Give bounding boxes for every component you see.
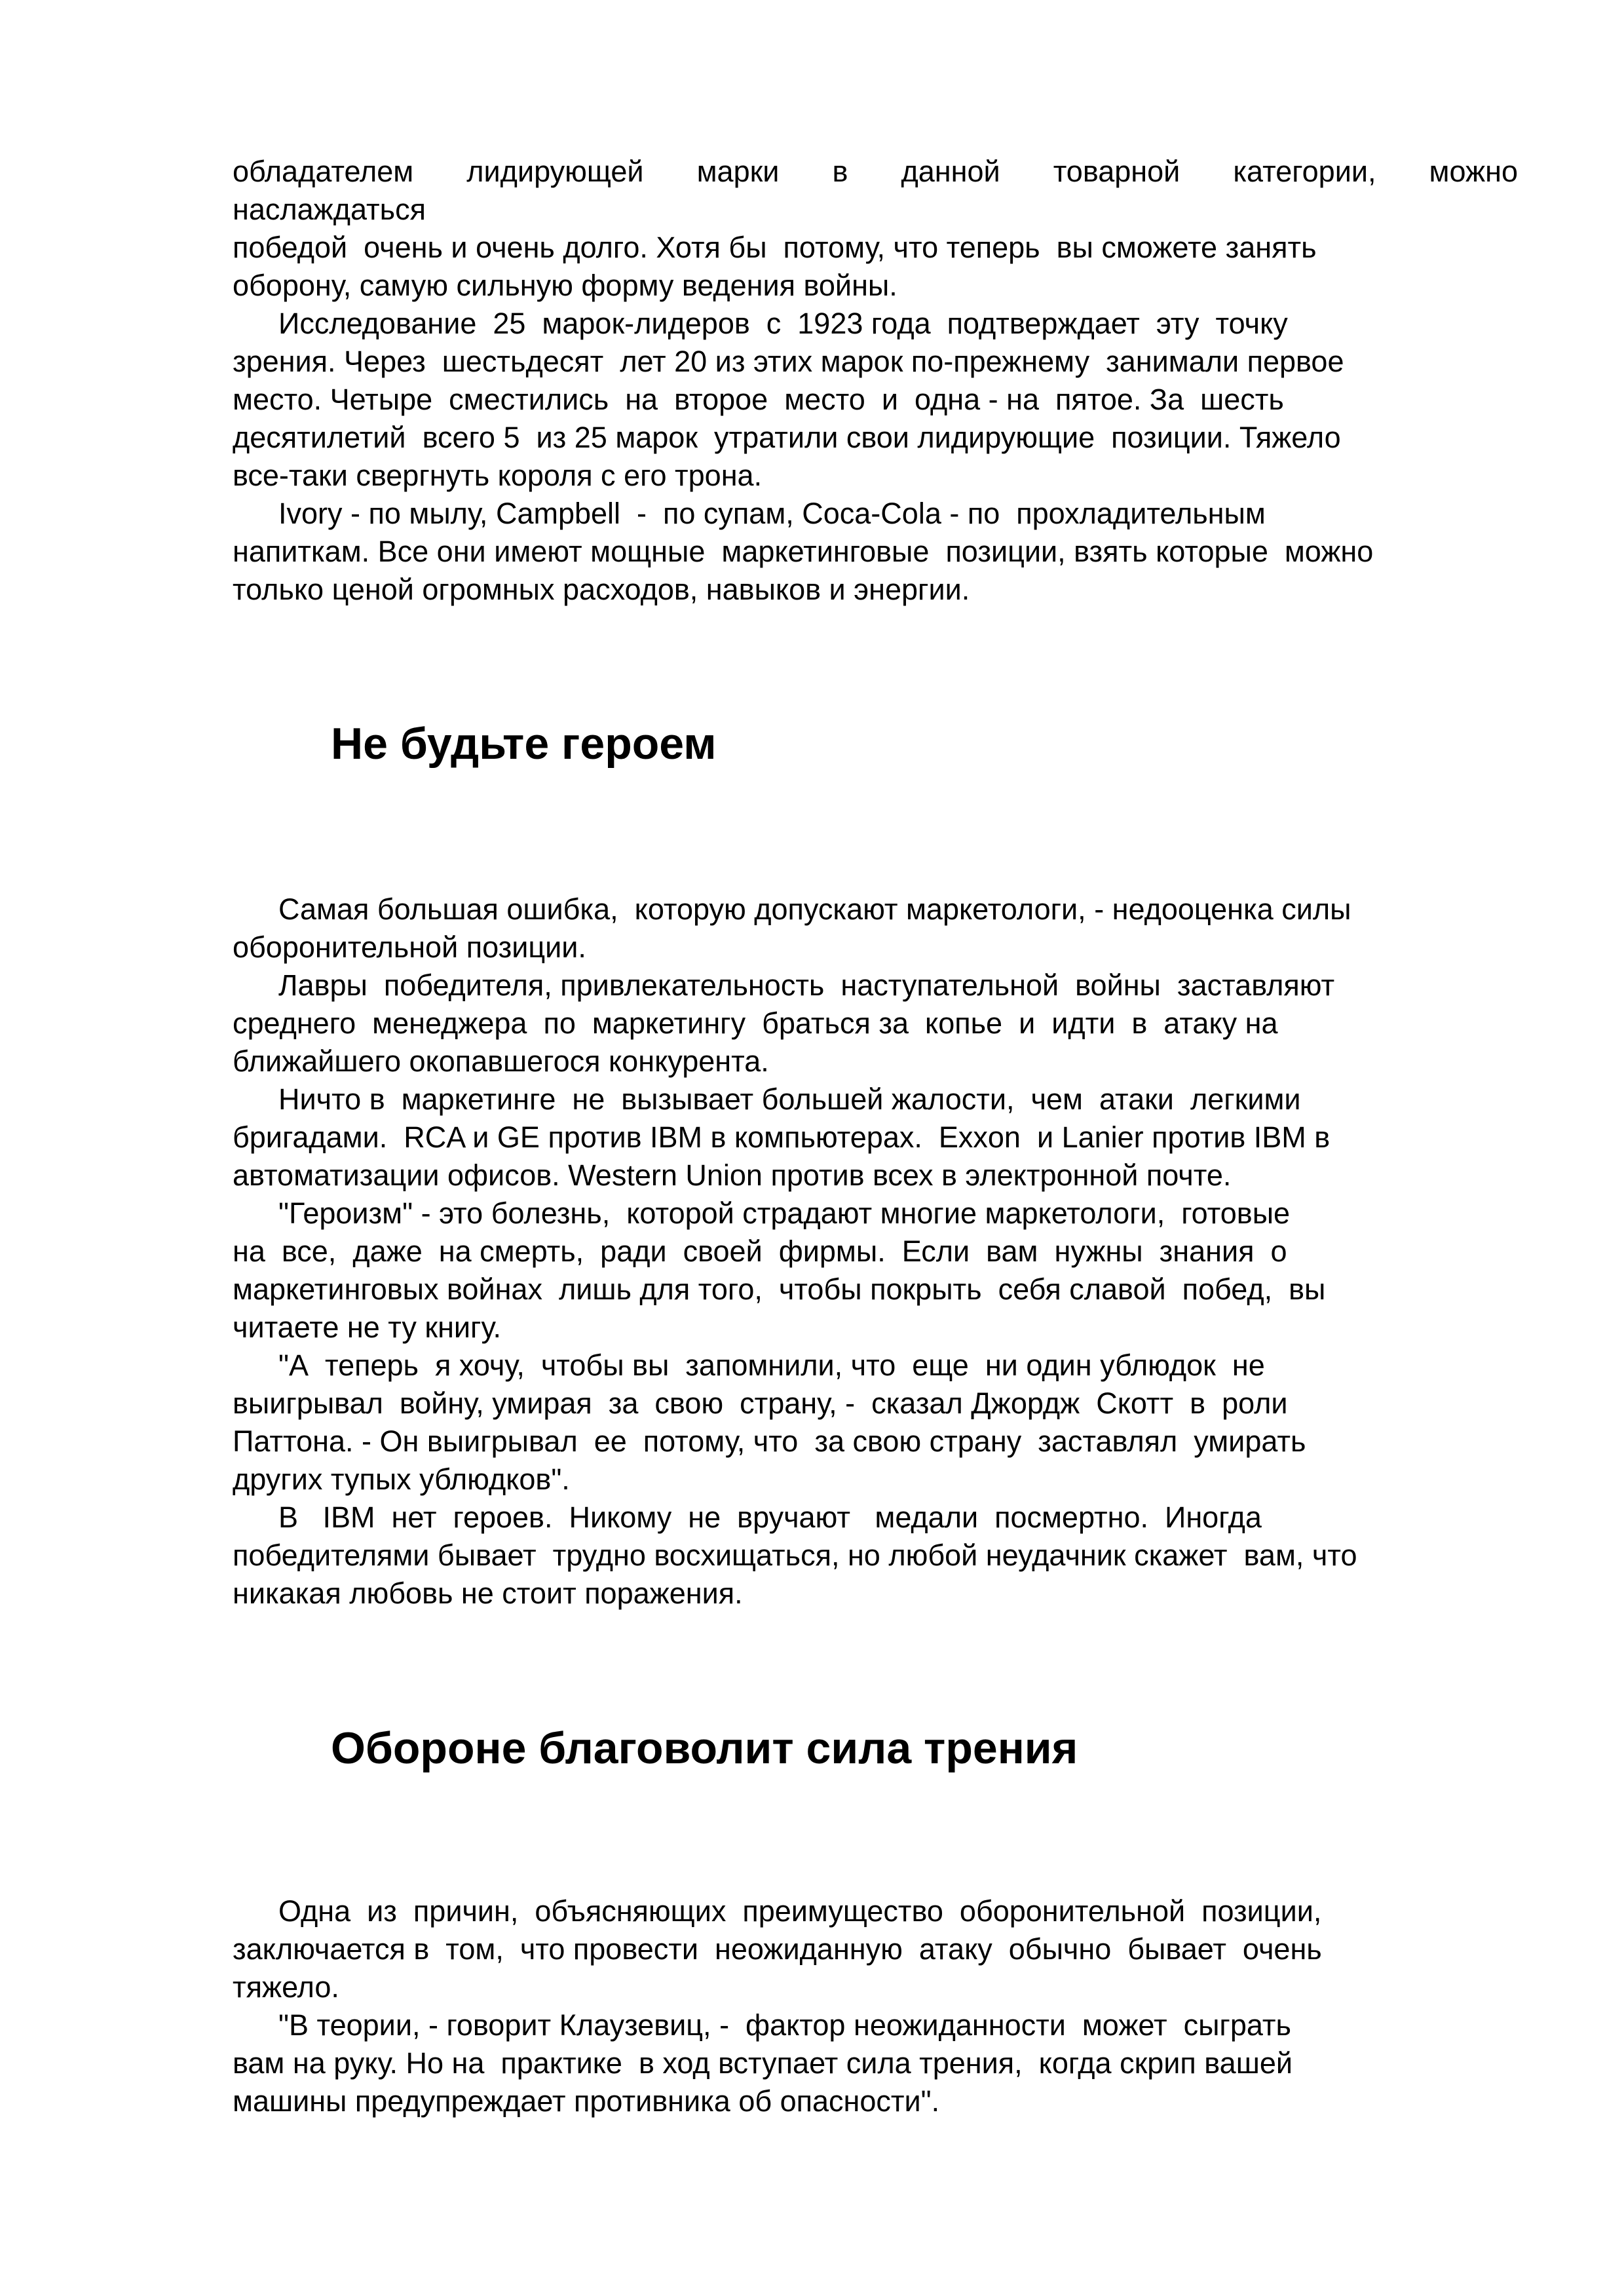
text-line: Одна из причин, объясняющих преимущество оборонительной позиции, xyxy=(278,1894,1322,1928)
text-line: Исследование 25 марок-лидеров с 1923 года подтверждает эту точку xyxy=(278,307,1288,340)
text-line: место. Четыре сместились на второе место и одна - на пятое. За шесть xyxy=(233,383,1284,416)
text-line: Самая большая ошибка, которую допускают маркетологи, - недооценка силы xyxy=(278,892,1351,926)
text-line: победой очень и очень долго. Хотя бы потому, что теперь вы сможете занять xyxy=(233,231,1317,264)
text-line: выигрывал войну, умирая за свою страну, - сказал Джордж Скотт в роли xyxy=(233,1387,1288,1420)
text-line: маркетинговых войнах лишь для того, чтобы покрыть себя славой побед, вы xyxy=(233,1272,1326,1306)
text-line: среднего менеджера по маркетингу браться за копье и идти в атаку на xyxy=(233,1006,1278,1040)
text-line: Ivory - по мылу, Campbell - по супам, Coca-Cola - по прохладительным xyxy=(278,497,1266,530)
text-line: читаете не ту книгу. xyxy=(233,1311,501,1344)
text-line: В IBM нет героев. Никому не вручают медали посмертно. Иногда xyxy=(278,1501,1262,1534)
text-line: все-таки свергнуть короля с его трона. xyxy=(233,459,763,492)
text-line: Ничто в маркетинге не вызывает большей жалости, чем атаки легкими xyxy=(278,1082,1301,1116)
text-line: обладателем лидирующей марки в данной товарной категории, можно xyxy=(233,155,1518,188)
text-line: "В теории, - говорит Клаузевиц, - фактор неожиданности может сыграть xyxy=(278,2008,1291,2042)
text-line: Паттона. - Он выигрывал ее потому, что за свою страну заставлял умирать xyxy=(233,1425,1306,1458)
text-line: автоматизации офисов. Western Union против всех в электронной почте. xyxy=(233,1158,1232,1192)
text-line: на все, даже на смерть, ради своей фирмы. Если вам нужны знания о xyxy=(233,1234,1287,1268)
section-heading: Обороне благоволит сила трения xyxy=(331,1723,1078,1773)
text-line: десятилетий всего 5 из 25 марок утратили свои лидирующие позиции. Тяжело xyxy=(233,421,1341,454)
text-line: "Героизм" - это болезнь, которой страдают многие маркетологи, готовые xyxy=(278,1196,1291,1230)
text-line: только ценой огромных расходов, навыков и энергии. xyxy=(233,573,970,606)
text-line: никакая любовь не стоит поражения. xyxy=(233,1577,743,1610)
text-line: "А теперь я хочу, чтобы вы запомнили, что еще ни один ублюдок не xyxy=(278,1349,1265,1382)
text-line: оборонительной позиции. xyxy=(233,930,586,964)
text-line: вам на руку. Но на практике в ход вступает сила трения, когда скрип вашей xyxy=(233,2046,1293,2080)
section-heading: Не будьте героем xyxy=(331,719,717,769)
text-line: машины предупреждает противника об опасности". xyxy=(233,2084,940,2118)
text-line: других тупых ублюдков". xyxy=(233,1463,570,1496)
text-line: тяжело. xyxy=(233,1970,339,2004)
text-line: Лавры победителя, привлекательность наступательной войны заставляют xyxy=(278,968,1335,1002)
text-line: наслаждаться xyxy=(233,193,426,226)
text-line: заключается в том, что провести неожиданную атаку обычно бывает очень xyxy=(233,1932,1322,1966)
text-line: победителями бывает трудно восхищаться, но любой неудачник скажет вам, что xyxy=(233,1539,1357,1572)
text-line: ближайшего окопавшегося конкурента. xyxy=(233,1044,769,1078)
text-line: бригадами. RCA и GE против IBM в компьютерах. Exxon и Lanier против IBM в xyxy=(233,1120,1331,1154)
text-line: оборону, самую сильную форму ведения войны. xyxy=(233,269,897,302)
text-line: напиткам. Все они имеют мощные маркетинговые позиции, взять которые можно xyxy=(233,535,1374,568)
text-line: зрения. Через шестьдесят лет 20 из этих марок по-прежнему занимали первое xyxy=(233,345,1344,378)
